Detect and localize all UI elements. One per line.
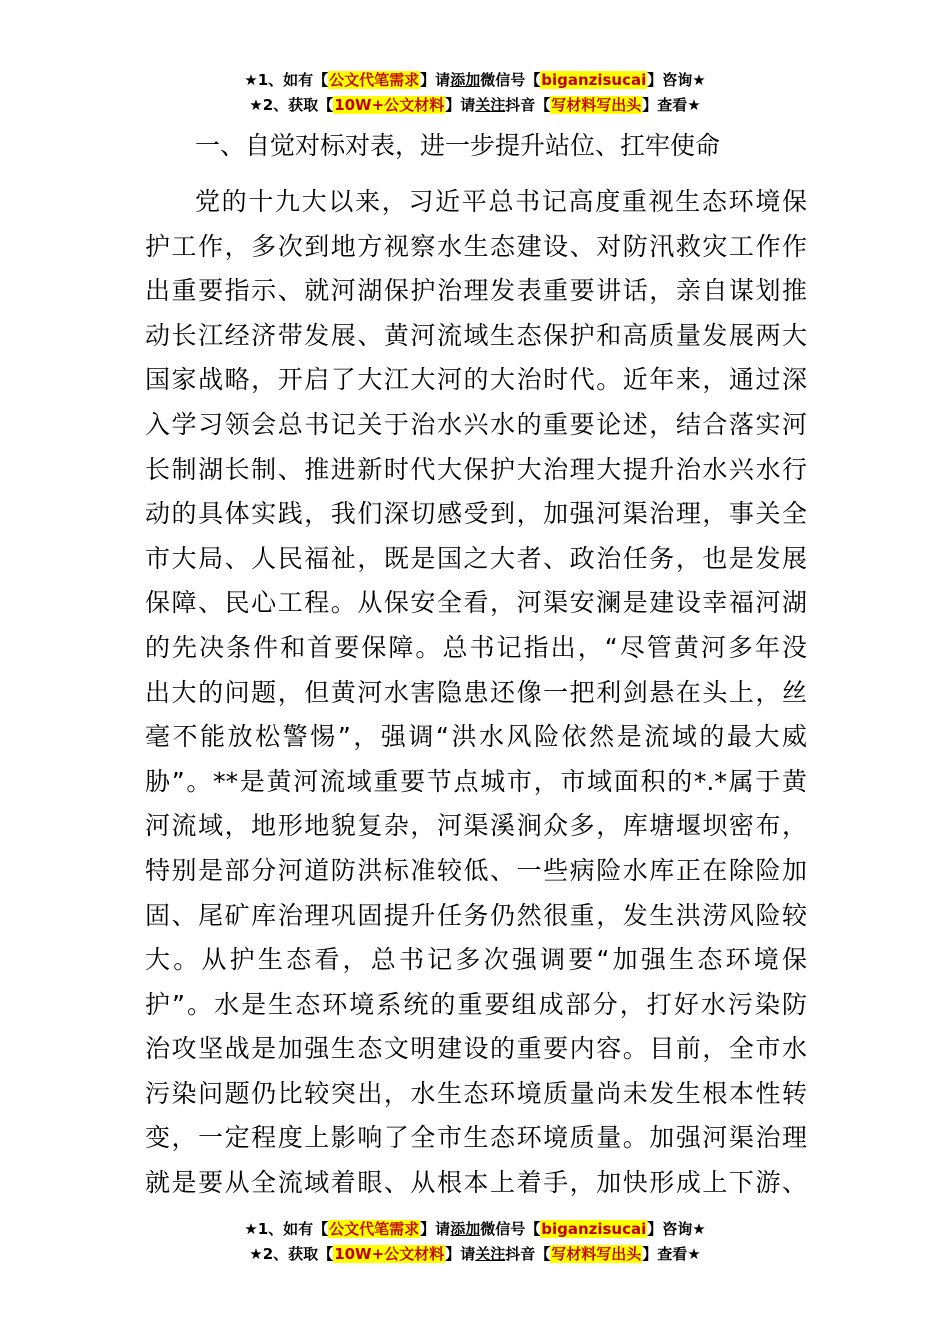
promo-line-1-prefix: ★1、如有【 (244, 1220, 329, 1238)
promo-add-underlined: 添加 (450, 1220, 481, 1238)
promo-line-2-prefix: ★2、获取【 (249, 1245, 334, 1263)
promo-follow-underlined: 关注 (475, 1245, 506, 1263)
promo-line-1-mid: 】请 (420, 71, 451, 89)
promo-ghostwriting-highlight: 公文代笔需求 (329, 71, 420, 89)
promo-ghostwriting-highlight: 公文代笔需求 (329, 1220, 420, 1238)
promo-line-2-mid: 】请 (445, 96, 476, 114)
paragraph-line: 固、尾矿库治理巩固提升任务仍然很重，发生洪涝风险较 (145, 900, 807, 930)
paragraph-line: 治攻坚战是加强生态文明建设的重要内容。目前，全市水 (145, 1034, 807, 1064)
promo-materials-highlight: 10W+公文材料 (334, 1245, 445, 1263)
promo-line-2-mid2: 抖音【 (505, 96, 551, 114)
paragraph-line: 出大的问题，但黄河水害隐患还像一把利剑悬在头上，丝 (145, 677, 807, 707)
paragraph-line: 护工作，多次到地方视察水生态建设、对防汛救灾工作作 (145, 231, 807, 261)
promo-line-2-prefix: ★2、获取【 (249, 96, 334, 114)
promo-add-underlined: 添加 (450, 71, 481, 89)
promo-wechat-id-highlight: biganzisucai (541, 1220, 647, 1238)
paragraph-line: 市大局、人民福祉，既是国之大者、政治任务，也是发展 (145, 543, 807, 573)
paragraph-line: 变，一定程度上影响了全市生态环境质量。加强河渠治理 (145, 1123, 807, 1153)
promo-line-2-mid2: 抖音【 (505, 1245, 551, 1263)
paragraph-line: 护”。水是生态环境系统的重要组成部分，打好水污染防 (145, 989, 807, 1019)
paragraph-line: 入学习领会总书记关于治水兴水的重要论述，结合落实河 (145, 409, 807, 439)
paragraph-line: 长制湖长制、推进新时代大保护大治理大提升治水兴水行 (145, 454, 807, 484)
promo-line-2 (0, 1242, 950, 1267)
promo-douyin-highlight: 写材料写出头 (551, 1245, 642, 1263)
promo-line-1-mid2: 微信号【 (480, 71, 541, 89)
promo-line-1-mid: 】请 (420, 1220, 451, 1238)
body-paragraph (145, 180, 807, 1206)
promo-line-1-suffix: 】咨询★ (647, 1220, 706, 1238)
promo-wechat-id-highlight: biganzisucai (541, 71, 647, 89)
paragraph-line: 特别是部分河道防洪标准较低、一些病险水库正在除险加 (145, 855, 807, 885)
promo-line-2 (0, 93, 950, 118)
paragraph-line: 河流域，地形地貌复杂，河渠溪涧众多，库塘堰坝密布， (145, 811, 807, 841)
paragraph-line: 大。从护生态看，总书记多次强调要“加强生态环境保 (145, 945, 807, 975)
promo-line-2-suffix: 】查看★ (642, 1245, 701, 1263)
promo-banner-bottom (0, 1217, 950, 1267)
paragraph-line: 就是要从全流域着眼、从根本上着手，加快形成上下游、 (145, 1168, 807, 1198)
paragraph-line: 动长江经济带发展、黄河流域生态保护和高质量发展两大 (145, 320, 807, 350)
promo-line-2-suffix: 】查看★ (642, 96, 701, 114)
promo-line-2-mid: 】请 (445, 1245, 476, 1263)
promo-line-1 (0, 68, 950, 93)
paragraph-line: 胁”。**是黄河流域重要节点城市，市域面积的*.*属于黄 (145, 766, 807, 796)
paragraph-line: 出重要指示、就河湖保护治理发表重要讲话，亲自谋划推 (145, 276, 807, 306)
paragraph-line: 动的具体实践，我们深切感受到，加强河渠治理，事关全 (145, 499, 807, 529)
promo-follow-underlined: 关注 (475, 96, 506, 114)
promo-line-1-mid2: 微信号【 (480, 1220, 541, 1238)
paragraph-line: 毫不能放松警惕”，强调“洪水风险依然是流域的最大威 (145, 722, 807, 752)
promo-banner-top (0, 68, 950, 118)
promo-line-1-suffix: 】咨询★ (647, 71, 706, 89)
paragraph-line: 保障、民心工程。从保安全看，河渠安澜是建设幸福河湖 (145, 588, 807, 618)
paragraph-line: 国家战略，开启了大江大河的大治时代。近年来，通过深 (145, 365, 807, 395)
promo-douyin-highlight: 写材料写出头 (551, 96, 642, 114)
promo-line-1-prefix: ★1、如有【 (244, 71, 329, 89)
promo-line-1 (0, 1217, 950, 1242)
promo-materials-highlight: 10W+公文材料 (334, 96, 445, 114)
paragraph-line: 党的十九大以来，习近平总书记高度重视生态环境保 (195, 187, 807, 216)
paragraph-line: 的先决条件和首要保障。总书记指出，“尽管黄河多年没 (145, 632, 807, 662)
paragraph-line: 污染问题仍比较突出，水生态环境质量尚未发生根本性转 (145, 1078, 807, 1108)
section-heading: 一、自觉对标对表，进一步提升站位、扛牢使命 (195, 131, 721, 160)
